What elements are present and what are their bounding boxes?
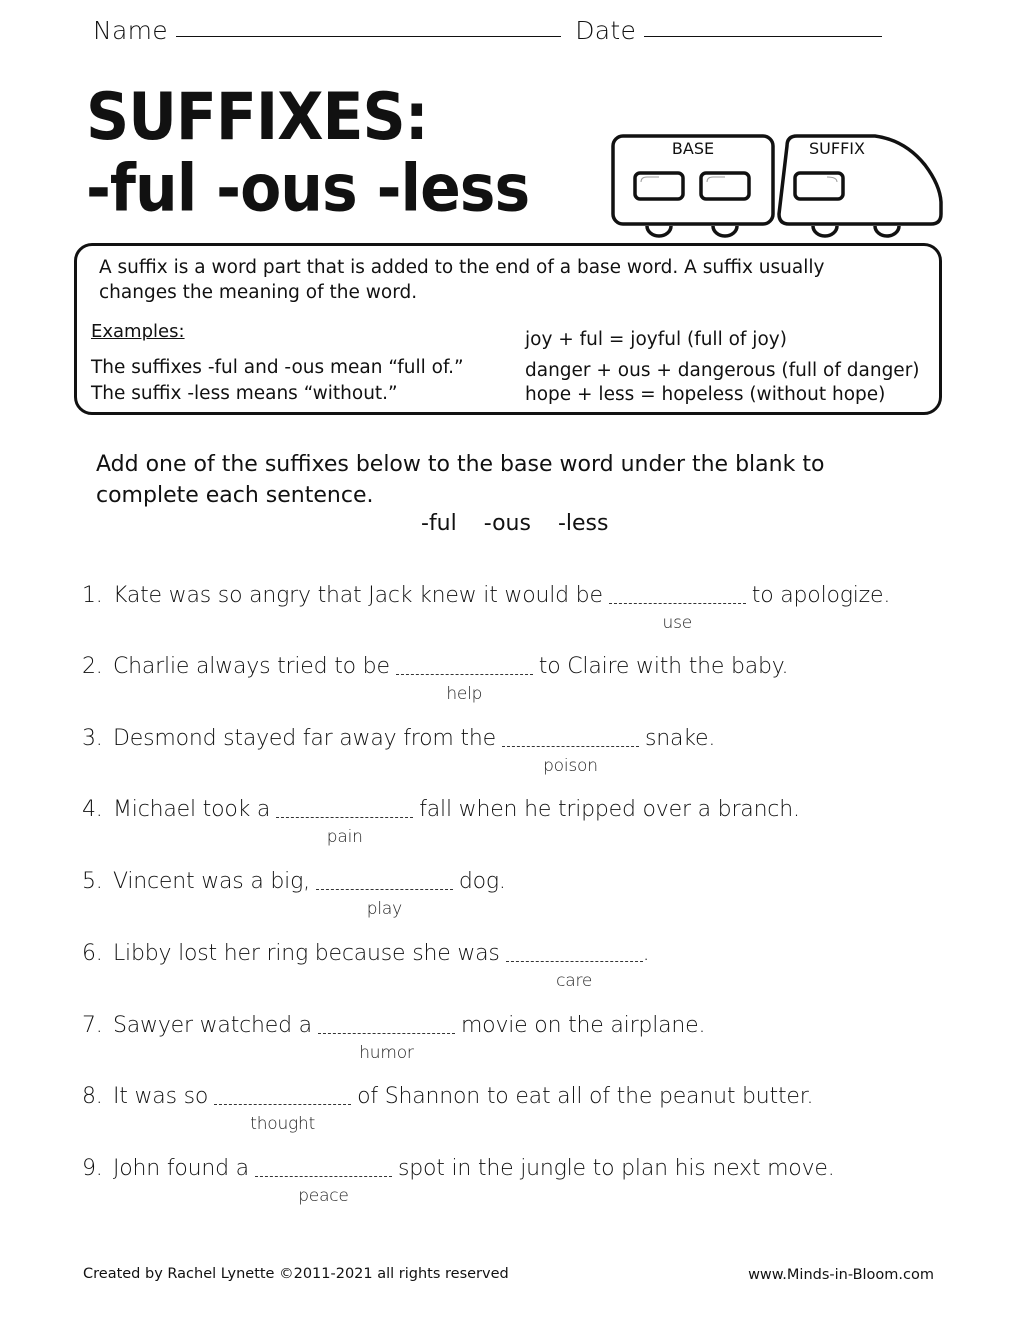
definition-text [99,255,824,305]
base-word: play [366,899,402,919]
suffix-less: -less [557,511,609,536]
definition-line-1: A suffix is a word part that is added to the end of a base word. A suffix usually [99,257,825,278]
question-3 [82,724,716,776]
copyright-credit: Created by Rachel Lynette ©2011-2021 all rights reserved [83,1266,509,1282]
definition-line-2: changes the meaning of the word. [99,282,418,303]
question-9 [82,1154,835,1206]
question-7 [82,1011,706,1063]
question-text-before: Michael took a [113,797,271,822]
question-8 [82,1082,814,1134]
worksheet-title [86,79,530,227]
date-label: Date [575,16,637,45]
instructions-line-1: Add one of the suffixes below to the base word under the blank to [96,452,825,477]
question-2 [82,652,789,704]
train-illustration [605,130,950,245]
question-number: 6. [82,941,103,966]
train-base-label: BASE [671,139,715,158]
base-word: poison [543,756,598,776]
answer-blank-4[interactable] [276,797,413,847]
answer-blank-7[interactable] [318,1013,455,1063]
question-number: 3. [82,726,103,751]
answer-blank-5[interactable] [316,869,453,919]
train-suffix-label: SUFFIX [809,139,865,158]
definition-box [74,243,942,415]
question-5 [82,867,506,919]
answer-blank-9[interactable] [255,1156,392,1206]
name-date-header [93,16,888,45]
name-field[interactable] [176,35,561,37]
example-dangerous: danger + ous + dangerous (full of danger) [525,360,920,381]
base-word: care [556,971,593,991]
question-text-before: Desmond stayed far away from the [113,726,496,751]
example-joyful: joy + ful = joyful (full of joy) [525,329,787,350]
question-text-after: of Shannon to eat all of the peanut butter. [357,1084,814,1109]
base-word: help [446,684,483,704]
question-number: 2. [82,654,103,679]
example-hopeless: hope + less = hopeless (without hope) [525,384,886,405]
question-text-before: It was so [113,1084,209,1109]
question-text-before: Charlie always tried to be [113,654,390,679]
title-line-1: SUFFIXES: [86,79,428,156]
question-number: 8. [82,1084,103,1109]
question-text-before: Vincent was a big, [113,869,310,894]
answer-blank-3[interactable] [502,726,639,776]
question-text-before: Kate was so angry that Jack knew it would be [113,583,603,608]
instructions-line-2: complete each sentence. [96,483,374,508]
suffix-meanings [91,355,464,407]
answer-blank-1[interactable] [609,583,746,633]
answer-blank-6[interactable] [506,941,643,991]
question-text-after: movie on the airplane. [460,1013,706,1038]
suffix-choices [421,511,628,536]
question-6 [82,939,650,991]
base-word: pain [326,827,363,847]
question-text-before: John found a [113,1156,249,1181]
base-word: humor [359,1043,414,1063]
question-text-after: snake. [644,726,716,751]
question-number: 9. [82,1156,103,1181]
answer-blank-8[interactable] [214,1084,351,1134]
question-text-before: Libby lost her ring because she was [113,941,500,966]
base-word: thought [250,1114,316,1134]
title-line-2: -ful -ous -less [86,151,530,227]
question-1 [82,581,891,633]
examples-list [525,359,920,407]
question-text-after: . [642,941,650,966]
instructions [96,449,824,511]
question-number: 4. [82,797,103,822]
question-text-after: to Claire with the baby. [538,654,789,679]
date-field[interactable] [644,35,882,37]
base-word: use [662,613,693,633]
question-text-after: spot in the jungle to plan his next move. [397,1156,835,1181]
name-label: Name [93,16,168,45]
meaning-ful-ous: The suffixes -ful and -ous mean “full of.” [91,357,464,378]
question-text-after: fall when he tripped over a branch. [419,797,800,822]
question-text-after: to apologize. [751,583,891,608]
suffix-ful: -ful [421,511,457,536]
examples-label: Examples: [91,321,185,342]
question-text-before: Sawyer watched a [113,1013,312,1038]
base-word: peace [298,1186,349,1206]
answer-blank-2[interactable] [396,654,533,704]
question-number: 5. [82,869,103,894]
suffix-ous: -ous [483,511,531,536]
question-4 [82,795,800,847]
question-number: 1. [82,583,103,608]
question-text-after: dog. [458,869,506,894]
question-number: 7. [82,1013,103,1038]
website-link[interactable]: www.Minds-in-Bloom.com [748,1267,934,1283]
meaning-less: The suffix -less means “without.” [91,383,398,404]
